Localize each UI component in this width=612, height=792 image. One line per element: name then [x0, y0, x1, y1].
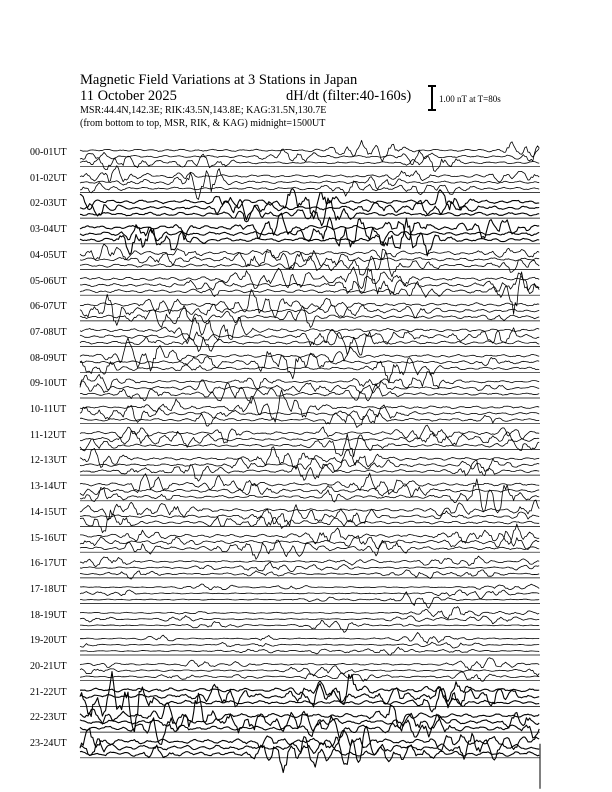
trace-msr [80, 218, 539, 256]
trace-msr [80, 181, 539, 196]
hour-label: 00-01UT [30, 147, 67, 158]
trace-msr [80, 383, 539, 403]
hour-label: 12-13UT [30, 455, 67, 467]
hour-label: 15-16UT [30, 532, 67, 544]
hour-label: 05-06UT [30, 275, 67, 287]
hour-label: 23-24UT [30, 738, 67, 750]
hour-label: 10-11UT [30, 404, 67, 415]
trace-msr [80, 737, 539, 773]
trace-msr [80, 306, 539, 328]
hour-label: 21-22UT [30, 686, 67, 698]
hour-label: 13-14UT [30, 481, 67, 493]
station-list: MSR:44.4N,142.3E; RIK:43.5N,143.8E; KAG:31.5N,130.7E [80, 105, 327, 116]
hour-label: 16-17UT [30, 558, 67, 570]
chart-date: 11 October 2025 [80, 88, 177, 104]
trace-kag [80, 140, 539, 161]
trace-msr [80, 460, 539, 481]
trace-kag [80, 372, 539, 390]
trace-rik [80, 169, 539, 200]
trace-kag [80, 556, 539, 567]
trace-kag [80, 658, 539, 670]
trace-msr [80, 592, 539, 608]
chart-title: Magnetic Field Variations at 3 Stations in Japan [80, 72, 358, 88]
trace-order-note: (from bottom to top, MSR, RIK, & KAG) midnight=1500UT [80, 118, 326, 129]
trace-kag [80, 189, 539, 219]
hour-label: 04-05UT [30, 249, 67, 261]
trace-kag [80, 166, 539, 182]
hour-label: 17-18UT [30, 583, 67, 595]
trace-kag [80, 213, 539, 240]
hour-label: 06-07UT [30, 301, 67, 313]
trace-kag [80, 425, 539, 443]
hour-label: 09-10UT [30, 378, 67, 390]
trace-rik [80, 616, 539, 624]
hour-label: 18-19UT [30, 609, 67, 621]
scale-label: 1.00 nT at T=80s [439, 94, 501, 104]
trace-kag [80, 584, 539, 590]
hour-label: 11-12UT [30, 429, 67, 441]
chart-filter: dH/dt (filter:40-160s) [286, 88, 412, 104]
trace-rik [80, 483, 539, 496]
trace-msr [80, 647, 539, 655]
trace-msr [80, 540, 539, 559]
trace-kag [80, 632, 539, 643]
hour-label: 01-02UT [30, 172, 67, 184]
trace-rik [80, 562, 539, 571]
hour-label: 19-20UT [30, 635, 67, 647]
hour-label: 02-03UT [30, 198, 67, 210]
trace-msr [80, 620, 539, 632]
trace-msr [80, 672, 539, 681]
hour-label: 14-15UT [30, 506, 67, 518]
hour-label: 20-21UT [30, 661, 67, 672]
hour-label: 03-04UT [30, 224, 67, 236]
trace-msr [80, 413, 539, 428]
hour-label: 08-09UT [30, 352, 67, 364]
trace-msr [80, 510, 539, 533]
hour-label: 07-08UT [30, 326, 67, 338]
trace-rik [80, 642, 539, 648]
trace-kag [80, 500, 539, 519]
trace-rik [80, 590, 539, 599]
trace-rik [80, 666, 539, 676]
trace-kag [80, 317, 539, 343]
hour-label: 22-23UT [30, 712, 67, 724]
